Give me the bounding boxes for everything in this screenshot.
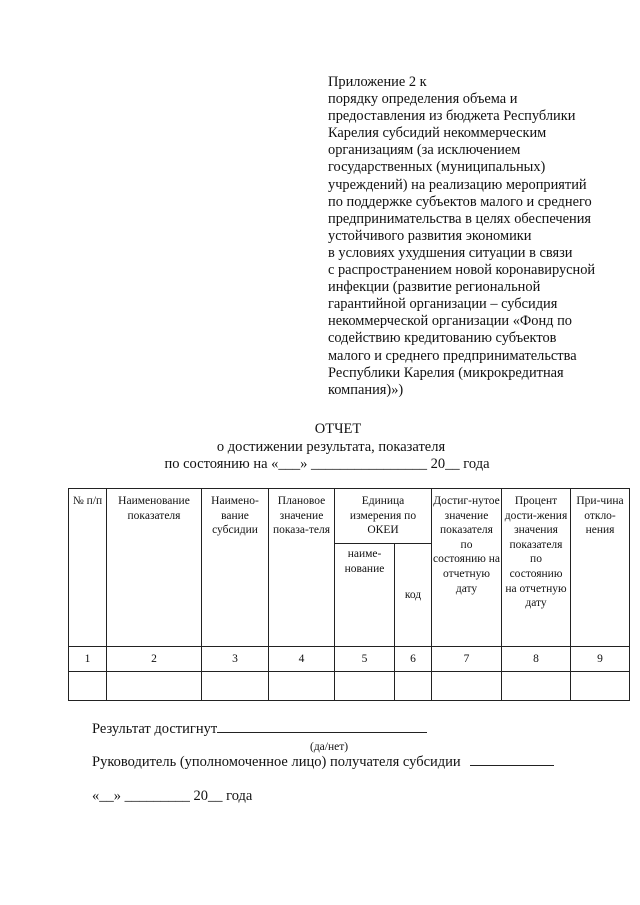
- header-okei-unit: Единица измерения по ОКЕИ: [335, 489, 432, 544]
- appendix-line: содействию кредитованию субъектов: [328, 330, 557, 347]
- head-signature-blank: [470, 753, 554, 766]
- header-planned-value: Плановое значение показа-теля: [269, 489, 335, 647]
- header-okei-code: код: [395, 544, 432, 647]
- report-date-line: по состоянию на «___» ________________ 20__ года: [164, 456, 490, 472]
- report-heading: ОТЧЕТ: [314, 421, 362, 437]
- empty-cell: [269, 672, 335, 701]
- column-number: 9: [571, 647, 630, 672]
- empty-cell: [69, 672, 107, 701]
- column-number: 4: [269, 647, 335, 672]
- report-subheading: о достижении результата, показателя: [216, 438, 446, 455]
- result-achieved-line: [92, 720, 427, 738]
- empty-cell: [432, 672, 502, 701]
- appendix-line: предпринимательства в целях обеспечения: [328, 210, 592, 227]
- empty-cell: [335, 672, 395, 701]
- appendix-line: гарантийной организации – субсидия: [328, 296, 558, 313]
- table-row: [69, 672, 630, 701]
- appendix-line: Карелия субсидий некоммерческим: [328, 125, 547, 142]
- result-hint: (да/нет): [310, 741, 349, 753]
- appendix-note: [328, 74, 628, 399]
- column-number: 3: [202, 647, 269, 672]
- report-table: [68, 488, 630, 701]
- appendix-line: предоставления из бюджета Республики: [328, 108, 576, 125]
- column-number: 1: [69, 647, 107, 672]
- column-number-row: [69, 647, 630, 672]
- column-number: 5: [335, 647, 395, 672]
- appendix-line: устойчивого развития экономики: [328, 227, 532, 244]
- header-indicator-name: Наименование показателя: [107, 489, 202, 647]
- appendix-line: порядку определения объема и: [328, 91, 518, 108]
- appendix-line: компания)»): [328, 381, 404, 398]
- header-num: № п/п: [69, 489, 107, 647]
- empty-cell: [395, 672, 432, 701]
- appendix-line: по поддержке субъектов малого и среднего: [328, 193, 592, 210]
- column-number: 7: [432, 647, 502, 672]
- report-title: [0, 421, 640, 474]
- empty-cell: [202, 672, 269, 701]
- empty-cell: [571, 672, 630, 701]
- appendix-line: организациям (за исключением: [328, 142, 521, 159]
- appendix-line: государственных (муниципальных): [328, 159, 546, 176]
- header-deviation-reason: При-чина откло-нения: [571, 489, 630, 647]
- appendix-line: с распространением новой коронавирусной: [328, 262, 596, 279]
- appendix-line: учреждений) на реализацию мероприятий: [328, 176, 587, 193]
- signature-date-line: «__» _________ 20__ года: [92, 788, 253, 804]
- head-signature-line: [92, 753, 554, 771]
- header-subsidy-name: Наимено-вание субсидии: [202, 489, 269, 647]
- column-number: 6: [395, 647, 432, 672]
- header-okei-name: наиме-нование: [335, 544, 395, 647]
- appendix-line: некоммерческой организации «Фонд по: [328, 313, 572, 330]
- column-number: 8: [502, 647, 571, 672]
- header-achieved-value: Достиг-нутое значение показателя по состоянию на отчетную дату: [432, 489, 502, 647]
- appendix-line: Республики Карелия (микрокредитная: [328, 364, 564, 381]
- appendix-line: инфекции (развитие региональной: [328, 279, 541, 296]
- result-label: Результат достигнут: [92, 721, 218, 737]
- appendix-line: в условиях ухудшения ситуации в связи: [328, 244, 573, 261]
- header-row: [69, 489, 630, 544]
- appendix-line: Приложение 2 к: [328, 74, 427, 90]
- empty-cell: [502, 672, 571, 701]
- result-blank: [217, 720, 427, 733]
- column-number: 2: [107, 647, 202, 672]
- head-label: Руководитель (уполномоченное лицо) получателя субсидии: [92, 754, 461, 770]
- appendix-line: малого и среднего предпринимательства: [328, 347, 577, 364]
- empty-cell: [107, 672, 202, 701]
- header-percent-achieved: Процент дости-жения значения показателя по состоянию на отчетную дату: [502, 489, 571, 647]
